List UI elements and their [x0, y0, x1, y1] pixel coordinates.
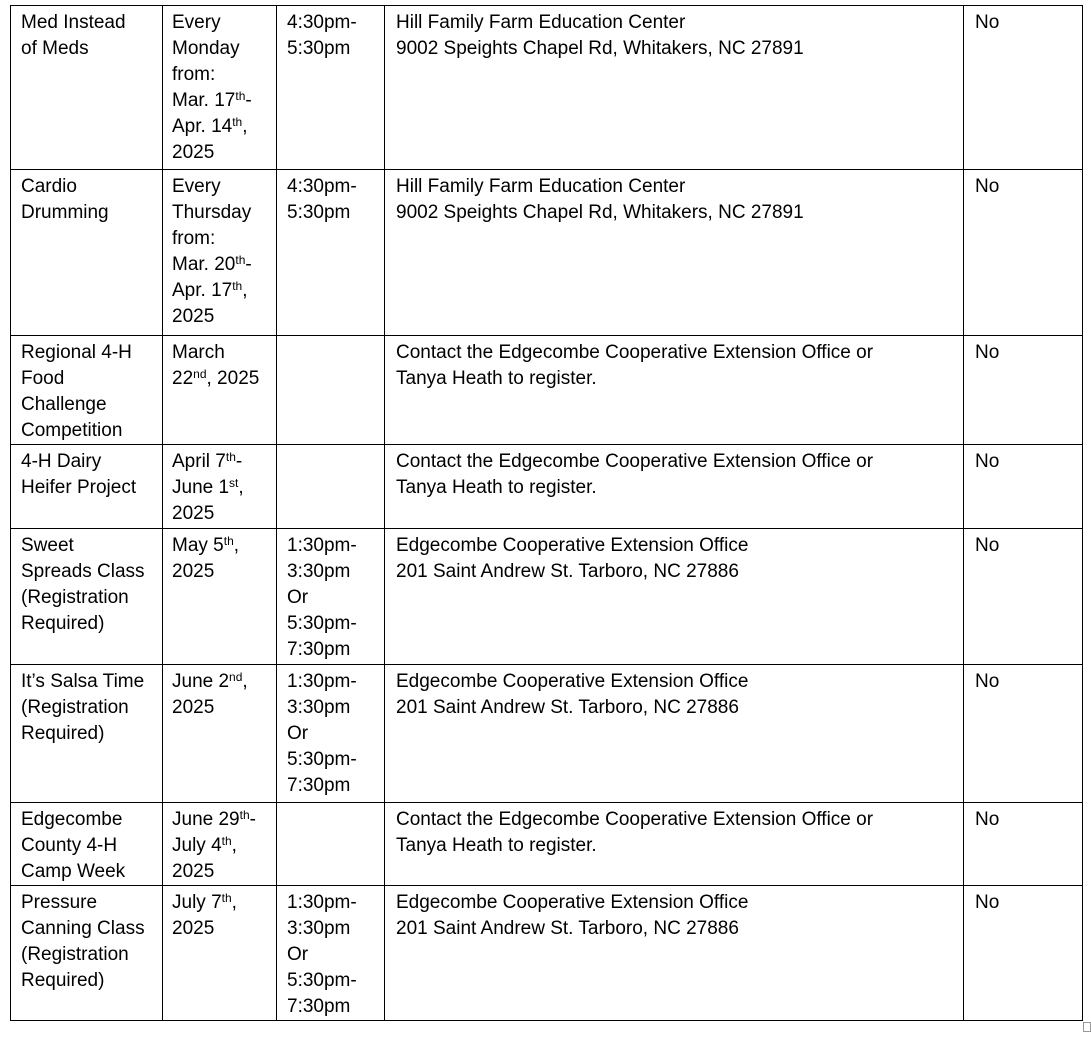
location-line: Tanya Heath to register. — [396, 368, 597, 389]
date-text: Apr. 14 — [172, 116, 233, 137]
date-line — [172, 88, 268, 114]
ordinal-suffix: th — [235, 253, 246, 267]
event-name-line: Drumming — [21, 202, 109, 223]
fee-cell — [964, 336, 1083, 445]
ordinal-suffix: th — [239, 808, 250, 822]
ordinal-suffix: th — [223, 534, 234, 548]
date-line — [172, 36, 268, 62]
table-row — [11, 529, 1083, 665]
date-line — [172, 669, 268, 695]
time-cell — [277, 6, 385, 170]
time-line: 7:30pm — [287, 775, 351, 796]
date-text: Thursday — [172, 202, 252, 223]
location-cell — [385, 529, 964, 665]
time-line: 1:30pm- — [287, 535, 357, 556]
event-name-line: (Registration — [21, 697, 129, 718]
date-line — [172, 366, 268, 392]
time-cell — [277, 529, 385, 665]
time-line: 5:30pm — [287, 202, 351, 223]
ordinal-suffix: th — [235, 89, 246, 103]
location-line: Contact the Edgecombe Cooperative Extension Office or — [396, 809, 874, 830]
location-cell — [385, 665, 964, 803]
date-text: from: — [172, 64, 216, 85]
table-row — [11, 665, 1083, 803]
time-line: 4:30pm- — [287, 176, 357, 197]
date-text: 2025 — [172, 142, 215, 163]
event-name-line: Canning Class — [21, 918, 145, 939]
date-text: 2025 — [172, 503, 215, 524]
location-line: 9002 Speights Chapel Rd, Whitakers, NC 27891 — [396, 38, 804, 59]
date-cell — [163, 6, 277, 170]
fee-value: No — [975, 892, 1000, 913]
date-line — [172, 174, 268, 200]
date-text: July 7 — [172, 892, 222, 913]
time-line: Or — [287, 723, 309, 744]
date-line — [172, 340, 268, 366]
location-line: Hill Family Farm Education Center — [396, 176, 686, 197]
date-cell — [163, 529, 277, 665]
date-line — [172, 695, 268, 721]
event-name-line: Cardio — [21, 176, 77, 197]
date-text: , 2025 — [206, 368, 260, 389]
date-text: 2025 — [172, 561, 215, 582]
date-text: 2025 — [172, 861, 215, 882]
date-text: April 7 — [172, 451, 226, 472]
date-text: - — [245, 90, 252, 111]
event-name-line: It’s Salsa Time — [21, 671, 145, 692]
fee-cell — [964, 529, 1083, 665]
event-name-line: Spreads Class — [21, 561, 145, 582]
date-line — [172, 859, 268, 885]
date-text: - — [235, 451, 243, 472]
time-cell — [277, 170, 385, 336]
fee-value: No — [975, 451, 1000, 472]
date-text: , — [231, 892, 237, 913]
date-text: , — [231, 835, 237, 856]
event-cell — [11, 6, 163, 170]
date-line — [172, 226, 268, 252]
event-name-line: (Registration — [21, 944, 129, 965]
fee-cell — [964, 665, 1083, 803]
event-name-line: (Registration — [21, 587, 129, 608]
time-line: Or — [287, 587, 309, 608]
event-name-line: Med Instead — [21, 12, 126, 33]
event-cell — [11, 529, 163, 665]
date-text: , — [233, 535, 240, 556]
ordinal-suffix: nd — [229, 670, 243, 684]
date-line — [172, 833, 268, 859]
date-text: , — [242, 671, 248, 692]
date-text: 2025 — [172, 918, 215, 939]
time-line: 5:30pm — [287, 38, 351, 59]
date-line — [172, 200, 268, 226]
date-line — [172, 278, 268, 304]
event-name-line: Competition — [21, 420, 123, 441]
table-row — [11, 170, 1083, 336]
location-line: 201 Saint Andrew St. Tarboro, NC 27886 — [396, 918, 739, 939]
location-line: 201 Saint Andrew St. Tarboro, NC 27886 — [396, 561, 739, 582]
date-text: Mar. 20 — [172, 254, 236, 275]
time-cell — [277, 665, 385, 803]
time-line: 1:30pm- — [287, 671, 357, 692]
fee-cell — [964, 170, 1083, 336]
event-cell — [11, 665, 163, 803]
ordinal-suffix: th — [221, 891, 232, 905]
location-line: 9002 Speights Chapel Rd, Whitakers, NC 27891 — [396, 202, 804, 223]
date-line — [172, 559, 268, 585]
event-name-line: Regional 4-H — [21, 342, 132, 363]
date-cell — [163, 336, 277, 445]
fee-value: No — [975, 809, 1000, 830]
date-text: June 2 — [172, 671, 230, 692]
date-text: - — [249, 809, 256, 830]
location-line: Tanya Heath to register. — [396, 835, 597, 856]
fee-value: No — [975, 176, 1000, 197]
date-text: June 1 — [172, 477, 230, 498]
date-line — [172, 304, 268, 330]
date-text: , — [238, 477, 244, 498]
ordinal-suffix: st — [229, 476, 239, 490]
time-line: 3:30pm — [287, 561, 351, 582]
event-cell — [11, 803, 163, 886]
events-table-body — [11, 6, 1083, 1021]
date-text: , — [242, 116, 248, 137]
event-name-line: Required) — [21, 613, 105, 634]
time-line: 5:30pm- — [287, 749, 357, 770]
date-line — [172, 252, 268, 278]
ordinal-suffix: th — [225, 450, 236, 464]
event-name-line: Challenge — [21, 394, 107, 415]
date-cell — [163, 886, 277, 1021]
time-line: 1:30pm- — [287, 892, 357, 913]
date-text: June 29 — [172, 809, 240, 830]
date-text: Every — [172, 12, 221, 33]
location-line: Contact the Edgecombe Cooperative Extension Office or — [396, 451, 874, 472]
event-name-line: County 4-H — [21, 835, 118, 856]
date-text: Every — [172, 176, 221, 197]
events-table — [10, 5, 1083, 1021]
date-text: Mar. 17 — [172, 90, 236, 111]
fee-value: No — [975, 535, 1000, 556]
table-row — [11, 6, 1083, 170]
date-line — [172, 10, 268, 36]
time-cell — [277, 336, 385, 445]
date-line — [172, 533, 268, 559]
event-name-line: Edgecombe — [21, 809, 123, 830]
time-line: 4:30pm- — [287, 12, 357, 33]
date-line — [172, 475, 268, 501]
location-cell — [385, 886, 964, 1021]
location-line: Edgecombe Cooperative Extension Office — [396, 892, 749, 913]
event-name-line: Food — [21, 368, 65, 389]
event-name-line: 4-H Dairy — [21, 451, 102, 472]
event-name-line: of Meds — [21, 38, 89, 59]
page-corner-mark — [1083, 1022, 1091, 1032]
event-cell — [11, 886, 163, 1021]
time-line: 3:30pm — [287, 697, 351, 718]
fee-cell — [964, 803, 1083, 886]
date-text: May 5 — [172, 535, 224, 556]
location-line: Tanya Heath to register. — [396, 477, 597, 498]
time-line: 5:30pm- — [287, 613, 357, 634]
location-line: Hill Family Farm Education Center — [396, 12, 686, 33]
date-text: Monday — [172, 38, 240, 59]
time-cell — [277, 886, 385, 1021]
fee-value: No — [975, 12, 1000, 33]
table-row — [11, 886, 1083, 1021]
ordinal-suffix: th — [221, 834, 232, 848]
table-row — [11, 803, 1083, 886]
date-text: , — [242, 280, 248, 301]
date-cell — [163, 803, 277, 886]
date-text: - — [245, 254, 252, 275]
date-line — [172, 501, 268, 527]
location-line: Contact the Edgecombe Cooperative Extension Office or — [396, 342, 874, 363]
fee-cell — [964, 6, 1083, 170]
date-text: July 4 — [172, 835, 222, 856]
date-line — [172, 62, 268, 88]
event-name-line: Pressure — [21, 892, 98, 913]
location-line: Edgecombe Cooperative Extension Office — [396, 535, 749, 556]
date-cell — [163, 445, 277, 529]
date-line — [172, 890, 268, 916]
table-row — [11, 445, 1083, 529]
ordinal-suffix: th — [232, 115, 243, 129]
time-cell — [277, 445, 385, 529]
location-cell — [385, 6, 964, 170]
date-text: 22 — [172, 368, 194, 389]
date-cell — [163, 170, 277, 336]
event-cell — [11, 445, 163, 529]
date-line — [172, 916, 268, 942]
date-text: Apr. 17 — [172, 280, 233, 301]
date-line — [172, 114, 268, 140]
fee-value: No — [975, 671, 1000, 692]
date-line — [172, 449, 268, 475]
location-line: 201 Saint Andrew St. Tarboro, NC 27886 — [396, 697, 739, 718]
event-name-line: Required) — [21, 723, 105, 744]
fee-cell — [964, 445, 1083, 529]
event-name-line: Sweet — [21, 535, 74, 556]
ordinal-suffix: nd — [193, 367, 207, 381]
date-line — [172, 807, 268, 833]
event-name-line: Heifer Project — [21, 477, 137, 498]
fee-cell — [964, 886, 1083, 1021]
location-line: Edgecombe Cooperative Extension Office — [396, 671, 749, 692]
date-line — [172, 140, 268, 166]
location-cell — [385, 803, 964, 886]
time-line: 7:30pm — [287, 639, 351, 660]
event-name-line: Camp Week — [21, 861, 126, 882]
time-line: Or — [287, 944, 309, 965]
event-name-line: Required) — [21, 970, 105, 991]
date-cell — [163, 665, 277, 803]
ordinal-suffix: th — [232, 279, 243, 293]
time-line: 3:30pm — [287, 918, 351, 939]
event-cell — [11, 170, 163, 336]
time-line: 7:30pm — [287, 996, 351, 1017]
date-text: from: — [172, 228, 216, 249]
fee-value: No — [975, 342, 1000, 363]
location-cell — [385, 336, 964, 445]
date-text: 2025 — [172, 306, 215, 327]
location-cell — [385, 170, 964, 336]
date-text: 2025 — [172, 697, 215, 718]
date-text: March — [172, 342, 225, 363]
location-cell — [385, 445, 964, 529]
time-cell — [277, 803, 385, 886]
time-line: 5:30pm- — [287, 970, 357, 991]
event-cell — [11, 336, 163, 445]
table-row — [11, 336, 1083, 445]
